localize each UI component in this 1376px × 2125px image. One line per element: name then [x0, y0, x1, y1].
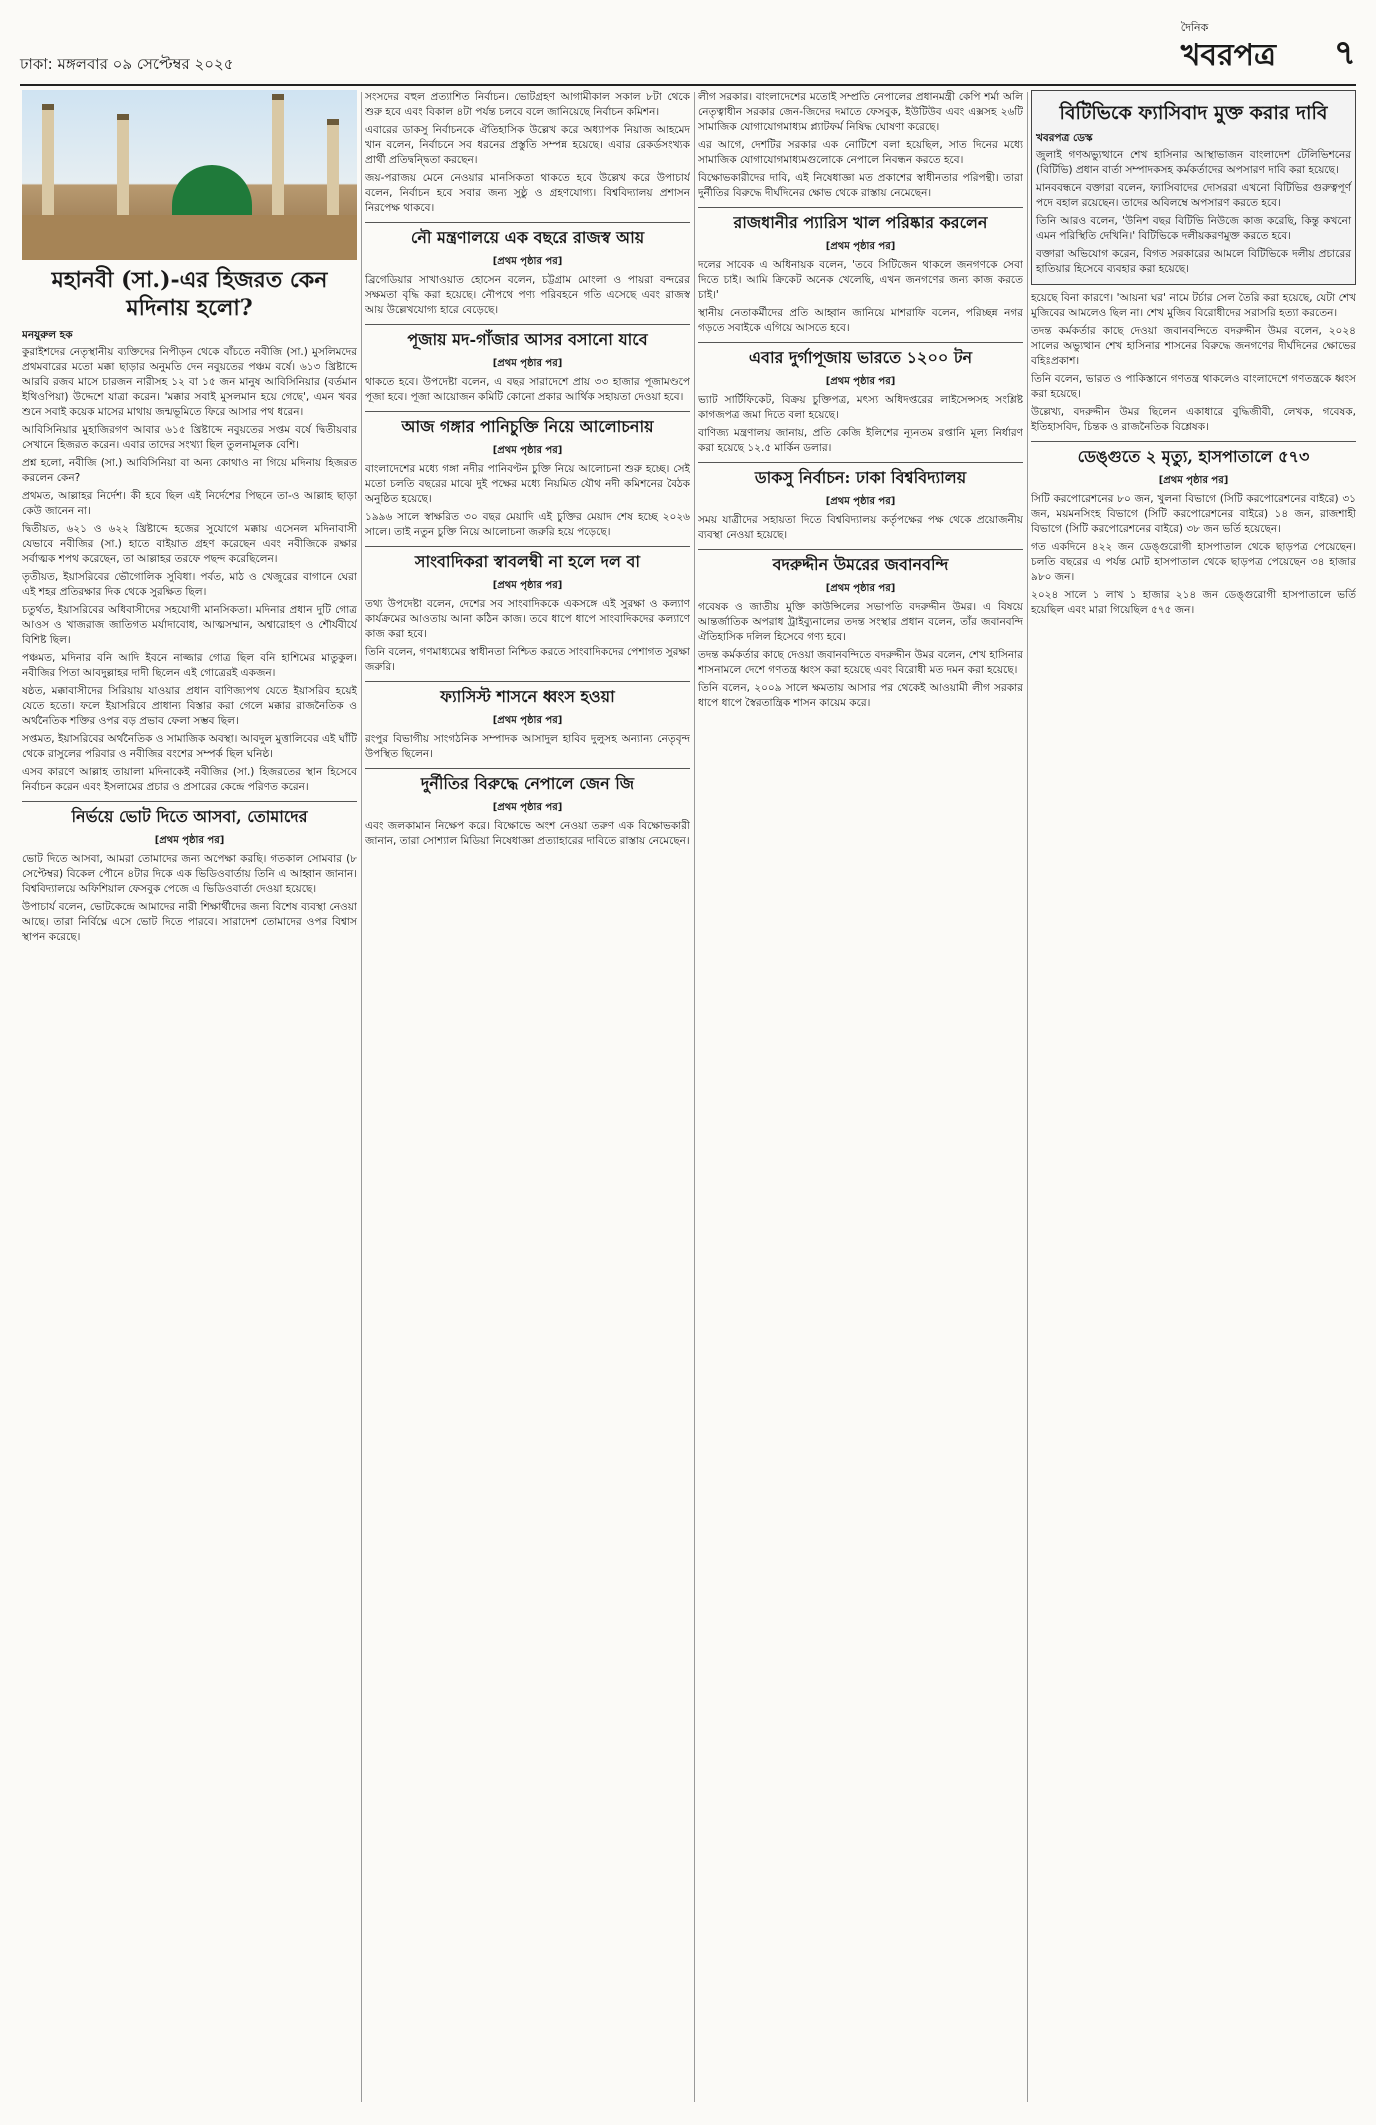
paragraph: গবেষক ও জাতীয় মুক্তি কাউন্সিলের সভাপতি বদরুদ্দীন উমর। এ বিষয়ে আন্তর্জাতিক অপরাধ ট্রাইব্যুনালের তদন্ত সংস্থার প্রধান বলেন, তাঁর জবানবন্দি ঐতিহাসিক দলিল হিসেবে গণ্য হবে। — [698, 601, 1023, 643]
paragraph: ব্রিগেডিয়ার সাখাওয়াত হোসেন বলেন, চট্টগ্রাম মোংলা ও পায়রা বন্দরের সক্ষমতা বৃদ্ধি করা হয়েছে। নৌপথে পণ্য পরিবহনে গতি এসেছে এবং রাজস্ব আয় উল্লেখযোগ্য হারে বেড়েছে। — [365, 274, 690, 316]
paragraph: দলের সাবেক এ অধিনায়ক বলেন, 'তবে সিটিজেন থাকলে জনগণকে সেবা দিতে চাই। আমি ক্রিকেট অনেক খেলেছি, এখন জনগণের জন্য কাজ করতে চাই।' — [698, 259, 1023, 301]
article-title: দুর্নীতির বিরুদ্ধে নেপালে জেন জি — [365, 768, 690, 794]
paragraph: সংসদের বহুল প্রত্যাশিত নির্বাচন। ভোটগ্রহণ আগামীকাল সকাল ৮টা থেকে শুরু হবে এবং বিকাল ৪টা পর্যন্ত চলবে বলে জানিয়েছে নির্বাচন কমিশন। — [365, 91, 690, 118]
brand-logo: দৈনিক খবরপত্র — [1180, 21, 1276, 73]
edition-date: ঢাকা: মঙ্গলবার ০৯ সেপ্টেম্বর ২০২৫ — [20, 55, 234, 73]
continuation-label: [প্রথম পৃষ্ঠার পর] — [825, 583, 896, 594]
article-title: ফ্যাসিস্ট শাসনে ধ্বংস হওয়া — [365, 681, 690, 707]
paragraph: রংপুর বিভাগীয় সাংগঠনিক সম্পাদক আসাদুল হাবিব দুলুসহ অন্যান্য নেতৃবৃন্দ উপস্থিত ছিলেন। — [365, 733, 690, 760]
article-title: ডেঙ্গুতে ২ মৃত্যু, হাসপাতালে ৫৭৩ — [1031, 441, 1356, 467]
paragraph: লীগ সরকার। বাংলাদেশের মতোই সম্প্রতি নেপালের প্রধানমন্ত্রী কেপি শর্মা অলি নেতৃত্বাধীন সরকার জেন-জিদের দমাতে ফেসবুক, ইউটিউব এবং এক্সসহ ২৬টি সামাজিক যোগাযোগমাধ্যম প্ল্যাটফর্ম নিষিদ্ধ ঘোষণা করেছে। — [698, 91, 1023, 133]
article-title: এবার দুর্গাপূজায় ভারতে ১২০০ টন — [698, 342, 1023, 368]
continuation-label: [প্রথম পৃষ্ঠার পর] — [492, 580, 563, 591]
paragraph: তিনি বলেন, ভারত ও পাকিস্তানে গণতন্ত্র থাকলেও বাংলাদেশে গণতন্ত্রকে ধ্বংস করা হয়েছে। — [1031, 373, 1356, 400]
article-title: নৌ মন্ত্রণালয়ে এক বছরে রাজস্ব আয় — [365, 222, 690, 248]
article-title: পূজায় মদ-গাঁজার আসর বসানো যাবে — [365, 324, 690, 350]
paragraph: বিক্ষোভকারীদের দাবি, এই নিষেধাজ্ঞা মত প্রকাশের স্বাধীনতার পরিপন্থী। তারা দুর্নীতির বিরুদ্ধে দীর্ঘদিনের ক্ষোভ থেকে রাস্তায় নেমেছেন। — [698, 172, 1023, 199]
continuation-label: [প্রথম পৃষ্ঠার পর] — [825, 241, 896, 252]
paragraph: তথ্য উপদেষ্টা বলেন, দেশের সব সাংবাদিককে একসঙ্গে এই সুরক্ষা ও কল্যাণ কার্যক্রমের আওতায় আনা কঠিন কাজ। তবে ধাপে ধাপে সাংবাদিকদের কল্যাণে কাজ করা হবে। — [365, 598, 690, 640]
article-title: সাংবাদিকরা স্বাবলম্বী না হলে দল বা — [365, 546, 690, 572]
paragraph: তিনি বলেন, গণমাধ্যমের স্বাধীনতা নিশ্চিত করতে সাংবাদিকদের পেশাগত সুরক্ষা জরুরি। — [365, 646, 690, 673]
continuation-label: [প্রথম পৃষ্ঠার পর] — [492, 256, 563, 267]
paragraph: এবারের ডাকসু নির্বাচনকে ঐতিহাসিক উল্লেখ করে অধ্যাপক নিয়াজ আহমেদ খান বলেন, নির্বাচনে সব ধরনের প্রস্তুতি সম্পন্ন হয়েছে। এবার রেকর্ডসংখ্যক প্রার্থী প্রতিদ্বন্দ্বিতা করছেন। — [365, 124, 690, 166]
paragraph: সপ্তমত, ইয়াসরিবের অর্থনৈতিক ও সামাজিক অবস্থা। আবদুল মুত্তালিবের এই ঘাঁটি থেকে রাসুলের পরিবার ও নবীজির বংশের সম্পর্ক ছিল ঘনিষ্ঠ। — [22, 733, 357, 760]
continuation-label: [প্রথম পৃষ্ঠার পর] — [825, 496, 896, 507]
paragraph: বাণিজ্য মন্ত্রণালয় জানায়, প্রতি কেজি ইলিশের ন্যূনতম রপ্তানি মূল্য নির্ধারণ করা হয়েছে ১২.৫ মার্কিন ডলার। — [698, 427, 1023, 454]
paragraph: দ্বিতীয়ত, ৬২১ ও ৬২২ খ্রিষ্টাব্দে হজের সুযোগে মক্কায় এসেনল মদিনাবাসী যেভাবে নবীজির (সা.) হাতে বাইয়াত গ্রহণ করেছেন এবং নবীজিকে রক্ষার সর্বাত্মক শপথ করেছেন, তা আল্লাহর তরফে পছন্দ করেছিলেন। — [22, 523, 357, 565]
paragraph: সময় যাত্রীদের সহায়তা দিতে বিশ্ববিদ্যালয় কর্তৃপক্ষের পক্ষ থেকে প্রয়োজনীয় ব্যবস্থা নেওয়া হয়েছে। — [698, 514, 1023, 541]
article-body — [22, 345, 357, 795]
continuation-label: [প্রথম পৃষ্ঠার পর] — [1158, 475, 1229, 486]
article-title: রাজধানীর প্যারিস খাল পরিষ্কার করলেন — [698, 207, 1023, 233]
continuation-label: [প্রথম পৃষ্ঠার পর] — [825, 376, 896, 387]
paragraph: ভোট দিতে আসবা, আমরা তোমাদের জন্য অপেক্ষা করছি। গতকাল সোমবার (৮ সেপ্টেম্বর) বিকেল পৌনে ৪টার দিকে এক ভিডিওবার্তায় তিনি এ আহ্বান জানান। বিশ্ববিদ্যালয়ে অফিশিয়াল ফেসবুক পেজে এ ভিডিওবার্তা দেওয়া হয়েছে। — [22, 853, 357, 895]
lead-box — [1031, 90, 1356, 285]
article-title: বিটিভিকে ফ্যাসিবাদ মুক্ত করার দাবি — [1059, 102, 1328, 124]
column-3 — [698, 90, 1023, 2100]
masthead — [20, 21, 1356, 86]
paragraph: এসব কারণে আল্লাহ তায়ালা মদিনাকেই নবীজির (সা.) হিজরতের স্থান হিসেবে নির্বাচন করেন এবং ইসলামের প্রচার ও প্রসারের কেন্দ্রে পরিণত করেন। — [22, 766, 357, 793]
paragraph: ২০২৪ সালে ১ লাখ ১ হাজার ২১৪ জন ডেঙ্গুরোগী হাসপাতালে ভর্তি হয়েছিল এবং মারা গিয়েছিল ৫৭৫ জন। — [1031, 589, 1356, 616]
paragraph: সিটি করপোরেশনের ৮০ জন, খুলনা বিভাগে (সিটি করপোরেশনের বাইরে) ৩১ জন, ময়মনসিংহ বিভাগে (সিটি করপোরেশনের বাইরে) ১৪ জন, রাজশাহী বিভাগে (সিটি করপোরেশনের বাইরে) ৩৮ জন ভর্তি হয়েছেন। — [1031, 493, 1356, 535]
paragraph: তদন্ত কর্মকর্তার কাছে দেওয়া জবানবন্দিতে বদরুদ্দীন উমর বলেন, শেখ হাসিনার শাসনামলে দেশে গণতন্ত্র ধ্বংস করা হয়েছে এবং বিরোধী মত দমন করা হয়েছে। — [698, 649, 1023, 676]
column-2 — [365, 90, 690, 2100]
paragraph: এবং জলকামান নিক্ষেপ করে। বিক্ষোভে অংশ নেওয়া তরুণ এক বিক্ষোভকারী জানান, তারা সোশ্যাল মিডিয়া নিষেধাজ্ঞা প্রত্যাহারের দাবিতে রাস্তায় নেমেছেন। — [365, 820, 690, 847]
paragraph: বাংলাদেশের মধ্যে গঙ্গা নদীর পানিবণ্টন চুক্তি নিয়ে আলোচনা শুরু হচ্ছে। সেই মতো চলতি বছরের মাঝে দুই পক্ষের মধ্যে নিয়মিত যৌথ নদী কমিশনের বৈঠক অনুষ্ঠিত হয়েছে। — [365, 463, 690, 505]
paragraph: তদন্ত কর্মকর্তার কাছে দেওয়া জবানবন্দিতে বদরুদ্দীন উমর বলেন, ২০২৪ সালের অভ্যুত্থান শেখ হাসিনার শাসনের বিরুদ্ধে জনগণের দীর্ঘদিনের ক্ষোভের বহিঃপ্রকাশ। — [1031, 325, 1356, 367]
continuation-label: [প্রথম পৃষ্ঠার পর] — [492, 445, 563, 456]
paragraph: আবিসিনিয়ার মুহাজিরগণ আবার ৬১৫ খ্রিষ্টাব্দে নবুয়তের সপ্তম বর্ষে দ্বিতীয়বার সেখানে হিজরত করেন। এবার তাদের সংখ্যা ছিল তুলনামূলক বেশি। — [22, 424, 357, 451]
paragraph: বক্তারা অভিযোগ করেন, বিগত সরকারের আমলে বিটিভিকে দলীয় প্রচারের হাতিয়ার হিসেবে ব্যবহার করা হয়েছে। — [1036, 248, 1351, 275]
continuation-label: [প্রথম পৃষ্ঠার পর] — [154, 835, 225, 846]
paragraph: চতুর্থত, ইয়াসরিবের অধিবাসীদের সহযোগী মানসিকতা। মদিনার প্রধান দুটি গোত্র আওস ও খাজরাজ জাতিগত মর্যাদাবোধ, আত্মসম্মান, অশ্বারোহণ ও শৌর্যবীর্যে বিশিষ্ট ছিল। — [22, 604, 357, 646]
paragraph: কুরাইশদের নেতৃস্থানীয় ব্যক্তিদের নিপীড়ন থেকে বাঁচতে নবীজি (সা.) মুসলিমদের প্রথমবারের মতো মক্কা ছাড়ার অনুমতি দেন নবুয়তের পঞ্চম বর্ষে। ৬১৩ খ্রিষ্টাব্দে আরবি রজব মাসে চারজন নারীসহ ১২ বা ১৫ জন মানুষ আবিসিনিয়ার (বর্তমান ইথিওপিয়া) উদ্দেশে যাত্রা করেন। 'মক্কার সবাই মুসলমান হয়ে গেছে', এমন খবর শুনে সবাই কয়েক মাসের মাথায় জন্মভূমিতে ফিরে আসার পথ ধরেন। — [22, 346, 357, 418]
article-title: বদরুদ্দীন উমরের জবানবন্দি — [698, 549, 1023, 575]
paragraph: থাকতে হবে। উপদেষ্টা বলেন, এ বছর সারাদেশে প্রায় ৩৩ হাজার পূজামণ্ডপে পূজা হবে। পূজা আয়োজন কমিটি কোনো প্রকার আর্থিক সহায়তা দেওয়া হবে। — [365, 376, 690, 403]
article-title: আজ গঙ্গার পানিচুক্তি নিয়ে আলোচনায় — [365, 411, 690, 437]
column-1 — [22, 90, 357, 2100]
paragraph: মানববন্ধনে বক্তারা বলেন, ফ্যাসিবাদের দোসররা এখনো বিটিভির গুরুত্বপূর্ণ পদে বহাল রয়েছেন। তাদের অবিলম্বে অপসারণ করতে হবে। — [1036, 182, 1351, 209]
paragraph: হয়েছে বিনা কারণে। 'আয়না ঘর' নামে টর্চার সেল তৈরি করা হয়েছে, যেটা শেখ মুজিবের আমলেও ছিল না। শেখ মুজিব বিরোধীদের সরাসরি হত্যা করতেন। — [1031, 292, 1356, 319]
paragraph: ১৯৯৬ সালে স্বাক্ষরিত ৩০ বছর মেয়াদি এই চুক্তির মেয়াদ শেষ হচ্ছে ২০২৬ সালে। তাই নতুন চুক্তি নিয়ে আলোচনা জরুরি হয়ে পড়েছে। — [365, 511, 690, 538]
paragraph: ভ্যাট সার্টিফিকেট, বিক্রয় চুক্তিপত্র, মৎস্য অধিদপ্তরের লাইসেন্সসহ সংশ্লিষ্ট কাগজপত্র জমা দিতে বলা হয়েছে। — [698, 394, 1023, 421]
paragraph: তিনি বলেন, ২০০৯ সালে ক্ষমতায় আসার পর থেকেই আওয়ামী লীগ সরকার ধাপে ধাপে স্বৈরতান্ত্রিক শাসন কায়েম করে। — [698, 682, 1023, 709]
paragraph: ষষ্ঠত, মক্কাবাসীদের সিরিয়ায় যাওয়ার প্রধান বাণিজ্যপথ যেতে ইয়াসরিব হয়েই যেতে হতো। ফলে ইয়াসরিবে প্রাধান্য বিস্তার করা গেলে মক্কার রাজনৈতিক ও অর্থনৈতিক শক্তির ওপর বড় প্রভাব ফেলা সম্ভব ছিল। — [22, 685, 357, 727]
paragraph: প্রশ্ন হলো, নবীজি (সা.) আবিসিনিয়া বা অন্য কোথাও না গিয়ে মদিনায় হিজরত করলেন কেন? — [22, 457, 357, 484]
article-title: মহানবী (সা.)-এর হিজরত কেন মদিনায় হলো? — [51, 267, 328, 321]
paragraph: প্রথমত, আল্লাহর নির্দেশ। কী হবে ছিল এই নির্দেশের পিছনে তা-ও আল্লাহ ছাড়া কেউ জানেন না। — [22, 490, 357, 517]
paragraph: তিনি আরও বলেন, 'উনিশ বছর বিটিভি নিউজে কাজ করেছি, কিন্তু কখনো এমন পরিস্থিতি দেখিনি।' বিটিভিকে দলীয়করণমুক্ত করতে হবে। — [1036, 215, 1351, 242]
continuation-label: [প্রথম পৃষ্ঠার পর] — [492, 802, 563, 813]
paragraph: স্থানীয় নেতাকর্মীদের প্রতি আহ্বান জানিয়ে মাশরাফি বলেন, পরিচ্ছন্ন নগর গড়তে সবাইকে এগিয়ে আসতে হবে। — [698, 307, 1023, 334]
continuation-label: [প্রথম পৃষ্ঠার পর] — [492, 358, 563, 369]
byline: মনযুরুল হক — [22, 329, 73, 341]
paragraph: জুলাই গণঅভ্যুত্থানে শেখ হাসিনার আস্থাভাজন বাংলাদেশ টেলিভিশনের (বিটিভি) প্রধান বার্তা সম্পাদকসহ কর্মকর্তাদের অপসারণ দাবি করা হয়েছে। — [1036, 149, 1351, 176]
byline: খবরপত্র ডেস্ক — [1036, 132, 1093, 144]
paragraph: তৃতীয়ত, ইয়াসরিবের ভৌগোলিক সুবিধা। পর্বত, মাঠ ও খেজুরের বাগানে ঘেরা এই শহর প্রতিরক্ষার দিক থেকে সুরক্ষিত ছিল। — [22, 571, 357, 598]
paragraph: উল্লেখ্য, বদরুদ্দীন উমর ছিলেন একাধারে বুদ্ধিজীবী, লেখক, গবেষক, ইতিহাসবিদ, চিন্তক ও রাজনৈতিক বিশ্লেষক। — [1031, 406, 1356, 433]
paragraph: এর আগে, দেশটির সরকার এক নোটিশে বলা হয়েছিল, সাত দিনের মধ্যে সামাজিক যোগাযোগমাধ্যমগুলোকে নেপালে নিবন্ধন করতে হবে। — [698, 139, 1023, 166]
paragraph: পঞ্চমত, মদিনার বনি আদি ইবনে নাজ্জার গোত্র ছিল বনি হাশিমের মাতুকুল। নবীজির পিতা আবদুল্লাহর দাদী ছিলেন এই গোত্রেরই একজন। — [22, 652, 357, 679]
column-4 — [1031, 90, 1356, 2100]
page-number: ৭ — [1333, 33, 1356, 73]
paragraph: গত একদিনে ৪২২ জন ডেঙ্গুরোগী হাসপাতাল থেকে ছাড়পত্র পেয়েছেন। চলতি বছরের এ পর্যন্ত মোট হাসপাতাল থেকে ছাড়পত্র পেয়েছেন ৩৪ হাজার ৯৮০ জন। — [1031, 541, 1356, 583]
continuation-label: [প্রথম পৃষ্ঠার পর] — [492, 715, 563, 726]
paragraph: জয়-পরাজয় মেনে নেওয়ার মানসিকতা থাকতে হবে উল্লেখ করে উপাচার্য বলেন, নির্বাচন হবে সবার জন্য সুষ্ঠু ও গ্রহণযোগ্য। বিশ্ববিদ্যালয় প্রশাসন নিরপেক্ষ থাকবে। — [365, 172, 690, 214]
mosque-photo — [22, 90, 357, 260]
paragraph: উপাচার্য বলেন, ভোটকেন্দ্রে আমাদের নারী শিক্ষার্থীদের জন্য বিশেষ ব্যবস্থা নেওয়া আছে। তারা নির্বিঘ্নে এসে ভোট দিতে পারবে। সারাদেশ তোমাদের ওপর বিশ্বাস স্থাপন করেছে। — [22, 901, 357, 943]
article-title: ডাকসু নির্বাচন: ঢাকা বিশ্ববিদ্যালয় — [698, 462, 1023, 488]
article-title: নির্ভয়ে ভোট দিতে আসবা, তোমাদের — [22, 801, 357, 827]
